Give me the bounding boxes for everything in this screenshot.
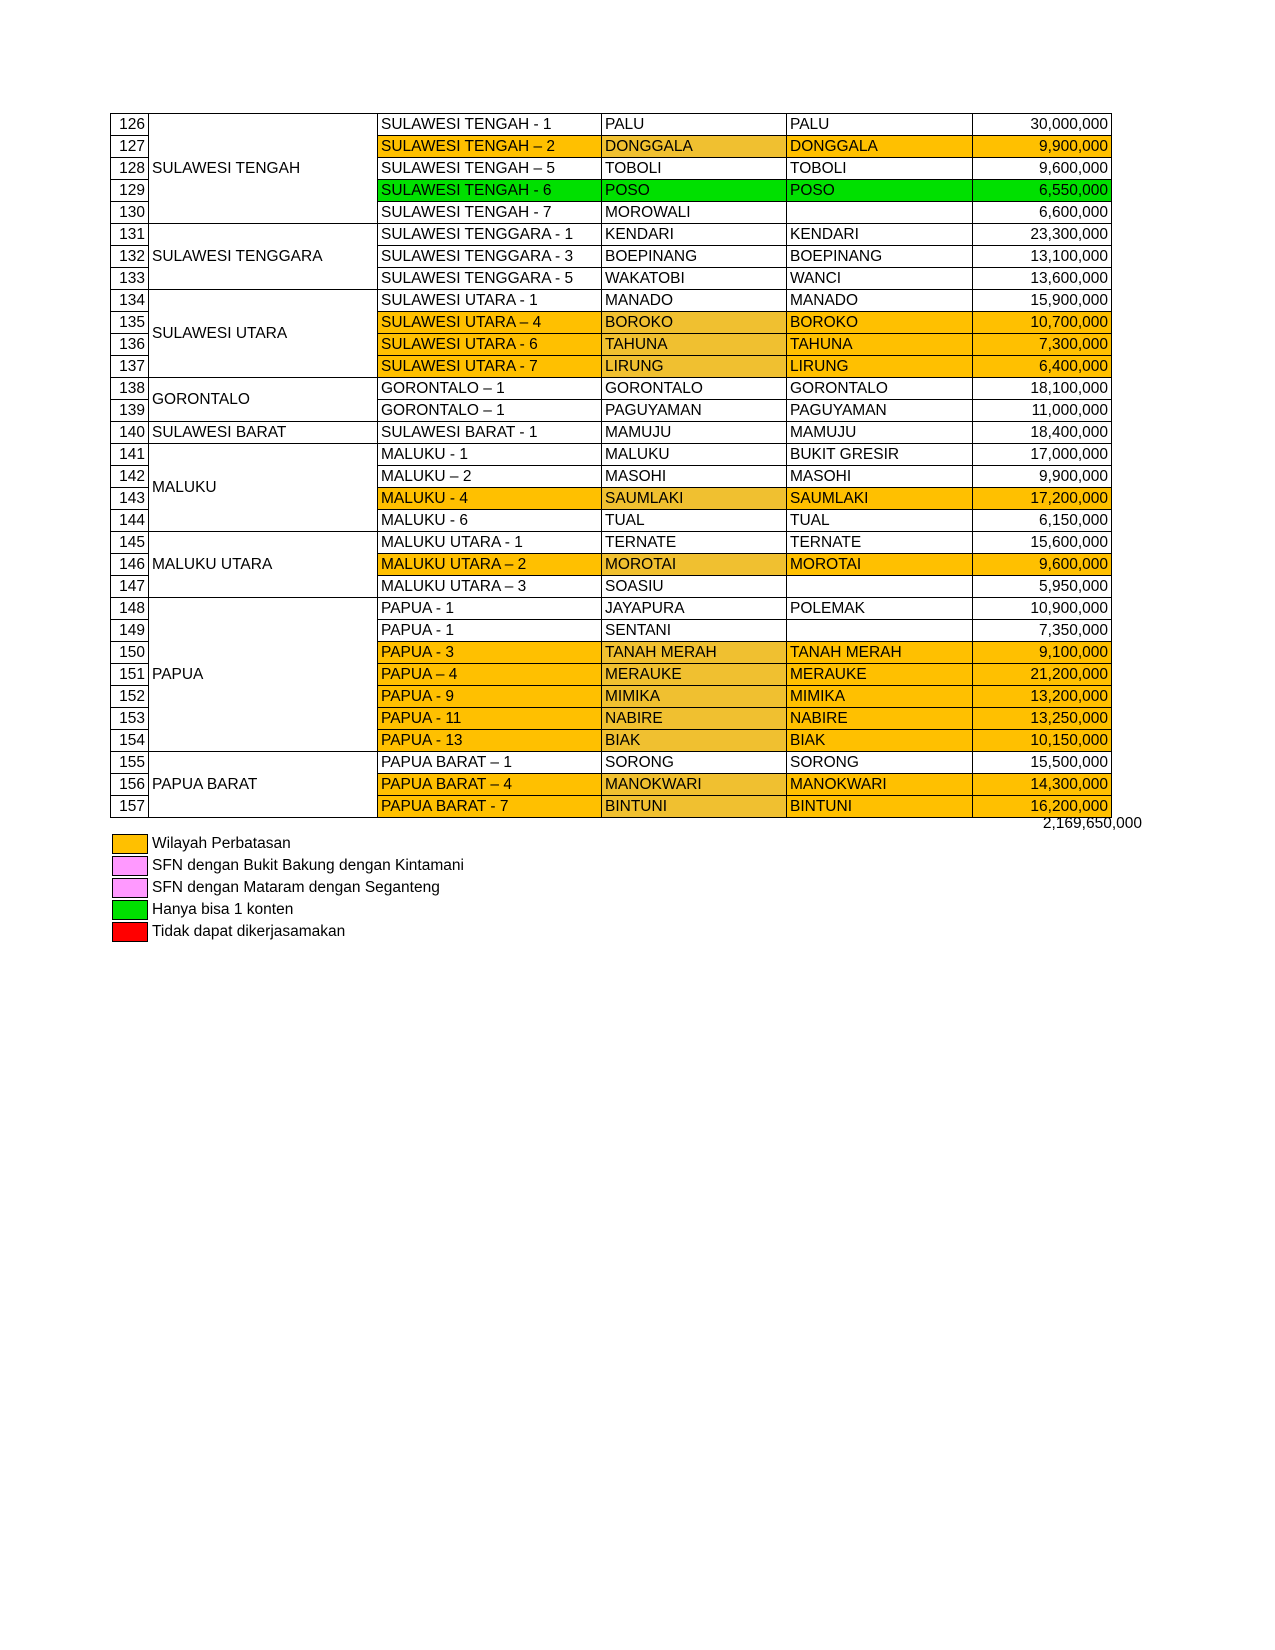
site-name: MASOHI — [787, 466, 973, 488]
city-name: MERAUKE — [602, 664, 787, 686]
site-name: SORONG — [787, 752, 973, 774]
amount: 10,150,000 — [973, 730, 1112, 752]
site-name: KENDARI — [787, 224, 973, 246]
legend-label: Tidak dapat dikerjasamakan — [152, 923, 346, 940]
amount: 13,600,000 — [973, 268, 1112, 290]
city-name: TUAL — [602, 510, 787, 532]
amount: 11,000,000 — [973, 400, 1112, 422]
row-number: 154 — [111, 730, 149, 752]
amount: 6,550,000 — [973, 180, 1112, 202]
site-name: NABIRE — [787, 708, 973, 730]
amount: 14,300,000 — [973, 774, 1112, 796]
site-name: BUKIT GRESIR — [787, 444, 973, 466]
province-name: SULAWESI TENGAH — [149, 114, 378, 224]
site-name — [787, 576, 973, 598]
city-name: TAHUNA — [602, 334, 787, 356]
city-name: JAYAPURA — [602, 598, 787, 620]
city-name: MASOHI — [602, 466, 787, 488]
site-name: POSO — [787, 180, 973, 202]
city-name: TANAH MERAH — [602, 642, 787, 664]
row-number: 149 — [111, 620, 149, 642]
city-name: BIAK — [602, 730, 787, 752]
row-number: 150 — [111, 642, 149, 664]
site-code: SULAWESI UTARA - 7 — [378, 356, 602, 378]
site-code: PAPUA BARAT - 7 — [378, 796, 602, 818]
city-name: TOBOLI — [602, 158, 787, 180]
site-name: PAGUYAMAN — [787, 400, 973, 422]
site-code: PAPUA BARAT – 4 — [378, 774, 602, 796]
row-number: 146 — [111, 554, 149, 576]
city-name: LIRUNG — [602, 356, 787, 378]
row-number: 142 — [111, 466, 149, 488]
province-name: SULAWESI BARAT — [149, 422, 378, 444]
row-number: 137 — [111, 356, 149, 378]
site-code: PAPUA - 11 — [378, 708, 602, 730]
city-name: NABIRE — [602, 708, 787, 730]
site-code: SULAWESI TENGAH – 2 — [378, 136, 602, 158]
row-number: 155 — [111, 752, 149, 774]
legend-swatch — [112, 834, 148, 854]
row-number: 134 — [111, 290, 149, 312]
province-name: MALUKU UTARA — [149, 532, 378, 598]
site-code: MALUKU - 6 — [378, 510, 602, 532]
row-number: 143 — [111, 488, 149, 510]
legend — [112, 833, 464, 943]
legend-swatch — [112, 878, 148, 898]
site-code: PAPUA BARAT – 1 — [378, 752, 602, 774]
city-name: MALUKU — [602, 444, 787, 466]
site-name: BOROKO — [787, 312, 973, 334]
legend-item — [112, 921, 464, 943]
site-name: MAMUJU — [787, 422, 973, 444]
city-name: SENTANI — [602, 620, 787, 642]
legend-item — [112, 855, 464, 877]
amount: 13,200,000 — [973, 686, 1112, 708]
site-name: MANOKWARI — [787, 774, 973, 796]
table-row — [111, 290, 1112, 312]
legend-label: Wilayah Perbatasan — [152, 835, 291, 852]
site-code: SULAWESI TENGAH – 5 — [378, 158, 602, 180]
legend-label: SFN dengan Mataram dengan Seganteng — [152, 879, 440, 896]
amount: 9,900,000 — [973, 466, 1112, 488]
row-number: 141 — [111, 444, 149, 466]
amount: 18,100,000 — [973, 378, 1112, 400]
amount: 9,600,000 — [973, 158, 1112, 180]
city-name: POSO — [602, 180, 787, 202]
row-number: 128 — [111, 158, 149, 180]
city-name: MIMIKA — [602, 686, 787, 708]
legend-swatch — [112, 856, 148, 876]
city-name: SORONG — [602, 752, 787, 774]
table-row — [111, 532, 1112, 554]
city-name: TERNATE — [602, 532, 787, 554]
amount: 15,600,000 — [973, 532, 1112, 554]
site-name: PALU — [787, 114, 973, 136]
row-number: 132 — [111, 246, 149, 268]
table-row — [111, 378, 1112, 400]
site-code: PAPUA - 9 — [378, 686, 602, 708]
site-name: MANADO — [787, 290, 973, 312]
site-name: MERAUKE — [787, 664, 973, 686]
legend-label: SFN dengan Bukit Bakung dengan Kintamani — [152, 857, 464, 874]
legend-swatch — [112, 900, 148, 920]
row-number: 152 — [111, 686, 149, 708]
site-name: LIRUNG — [787, 356, 973, 378]
amount: 15,900,000 — [973, 290, 1112, 312]
row-number: 126 — [111, 114, 149, 136]
site-name: TAHUNA — [787, 334, 973, 356]
site-code: SULAWESI BARAT - 1 — [378, 422, 602, 444]
site-code: MALUKU UTARA - 1 — [378, 532, 602, 554]
amount: 10,700,000 — [973, 312, 1112, 334]
row-number: 151 — [111, 664, 149, 686]
site-code: SULAWESI TENGGARA - 3 — [378, 246, 602, 268]
site-code: SULAWESI TENGGARA - 5 — [378, 268, 602, 290]
row-number: 133 — [111, 268, 149, 290]
city-name: DONGGALA — [602, 136, 787, 158]
site-name — [787, 620, 973, 642]
row-number: 130 — [111, 202, 149, 224]
site-code: MALUKU - 4 — [378, 488, 602, 510]
row-number: 127 — [111, 136, 149, 158]
site-name: DONGGALA — [787, 136, 973, 158]
site-code: MALUKU UTARA – 3 — [378, 576, 602, 598]
site-code: SULAWESI UTARA – 4 — [378, 312, 602, 334]
site-code: MALUKU UTARA – 2 — [378, 554, 602, 576]
row-number: 157 — [111, 796, 149, 818]
site-name: TERNATE — [787, 532, 973, 554]
site-code: SULAWESI TENGAH - 1 — [378, 114, 602, 136]
site-name: GORONTALO — [787, 378, 973, 400]
province-name: PAPUA BARAT — [149, 752, 378, 818]
amount: 10,900,000 — [973, 598, 1112, 620]
amount: 7,300,000 — [973, 334, 1112, 356]
amount: 6,600,000 — [973, 202, 1112, 224]
site-name: MIMIKA — [787, 686, 973, 708]
city-name: SOASIU — [602, 576, 787, 598]
row-number: 148 — [111, 598, 149, 620]
city-name: PALU — [602, 114, 787, 136]
site-name: TANAH MERAH — [787, 642, 973, 664]
row-number: 156 — [111, 774, 149, 796]
legend-swatch — [112, 922, 148, 942]
row-number: 139 — [111, 400, 149, 422]
row-number: 140 — [111, 422, 149, 444]
city-name: KENDARI — [602, 224, 787, 246]
site-code: SULAWESI TENGAH - 6 — [378, 180, 602, 202]
site-code: GORONTALO – 1 — [378, 378, 602, 400]
site-code: SULAWESI TENGAH - 7 — [378, 202, 602, 224]
city-name: BOROKO — [602, 312, 787, 334]
city-name: BINTUNI — [602, 796, 787, 818]
row-number: 138 — [111, 378, 149, 400]
amount: 17,200,000 — [973, 488, 1112, 510]
city-name: MOROTAI — [602, 554, 787, 576]
site-name: BOEPINANG — [787, 246, 973, 268]
row-number: 135 — [111, 312, 149, 334]
site-name: BINTUNI — [787, 796, 973, 818]
amount: 17,000,000 — [973, 444, 1112, 466]
city-name: MAMUJU — [602, 422, 787, 444]
amount: 7,350,000 — [973, 620, 1112, 642]
amount: 21,200,000 — [973, 664, 1112, 686]
site-name — [787, 202, 973, 224]
site-name: MOROTAI — [787, 554, 973, 576]
row-number: 131 — [111, 224, 149, 246]
row-number: 144 — [111, 510, 149, 532]
amount: 23,300,000 — [973, 224, 1112, 246]
city-name: PAGUYAMAN — [602, 400, 787, 422]
site-code: SULAWESI UTARA - 1 — [378, 290, 602, 312]
site-code: GORONTALO – 1 — [378, 400, 602, 422]
amount: 13,250,000 — [973, 708, 1112, 730]
row-number: 153 — [111, 708, 149, 730]
site-name: WANCI — [787, 268, 973, 290]
city-name: SAUMLAKI — [602, 488, 787, 510]
city-name: MANOKWARI — [602, 774, 787, 796]
amount: 6,150,000 — [973, 510, 1112, 532]
legend-item — [112, 877, 464, 899]
site-code: PAPUA - 3 — [378, 642, 602, 664]
table-row — [111, 422, 1112, 444]
amount: 15,500,000 — [973, 752, 1112, 774]
grand-total: 2,169,650,000 — [1042, 815, 1142, 832]
row-number: 136 — [111, 334, 149, 356]
amount: 30,000,000 — [973, 114, 1112, 136]
site-code: PAPUA - 1 — [378, 620, 602, 642]
site-name: POLEMAK — [787, 598, 973, 620]
amount: 6,400,000 — [973, 356, 1112, 378]
province-name: SULAWESI TENGGARA — [149, 224, 378, 290]
city-name: MOROWALI — [602, 202, 787, 224]
legend-item — [112, 899, 464, 921]
site-code: SULAWESI UTARA - 6 — [378, 334, 602, 356]
site-code: MALUKU – 2 — [378, 466, 602, 488]
legend-item — [112, 833, 464, 855]
amount: 9,100,000 — [973, 642, 1112, 664]
table-row — [111, 224, 1112, 246]
site-code: PAPUA - 13 — [378, 730, 602, 752]
row-number: 145 — [111, 532, 149, 554]
amount: 9,600,000 — [973, 554, 1112, 576]
amount: 18,400,000 — [973, 422, 1112, 444]
province-name: PAPUA — [149, 598, 378, 752]
city-name: GORONTALO — [602, 378, 787, 400]
table-row — [111, 114, 1112, 136]
site-code: SULAWESI TENGGARA - 1 — [378, 224, 602, 246]
province-name: SULAWESI UTARA — [149, 290, 378, 378]
province-name: GORONTALO — [149, 378, 378, 422]
site-code: PAPUA – 4 — [378, 664, 602, 686]
city-name: MANADO — [602, 290, 787, 312]
budget-table — [110, 113, 1112, 818]
table-row — [111, 444, 1112, 466]
site-name: BIAK — [787, 730, 973, 752]
site-code: PAPUA - 1 — [378, 598, 602, 620]
amount: 16,200,000 — [973, 796, 1112, 818]
city-name: WAKATOBI — [602, 268, 787, 290]
row-number: 129 — [111, 180, 149, 202]
city-name: BOEPINANG — [602, 246, 787, 268]
amount: 13,100,000 — [973, 246, 1112, 268]
table-row — [111, 598, 1112, 620]
site-name: TOBOLI — [787, 158, 973, 180]
legend-label: Hanya bisa 1 konten — [152, 901, 294, 918]
site-code: MALUKU - 1 — [378, 444, 602, 466]
site-name: TUAL — [787, 510, 973, 532]
budget-table-body — [111, 114, 1112, 818]
amount: 5,950,000 — [973, 576, 1112, 598]
amount: 9,900,000 — [973, 136, 1112, 158]
table-row — [111, 752, 1112, 774]
province-name: MALUKU — [149, 444, 378, 532]
site-name: SAUMLAKI — [787, 488, 973, 510]
row-number: 147 — [111, 576, 149, 598]
